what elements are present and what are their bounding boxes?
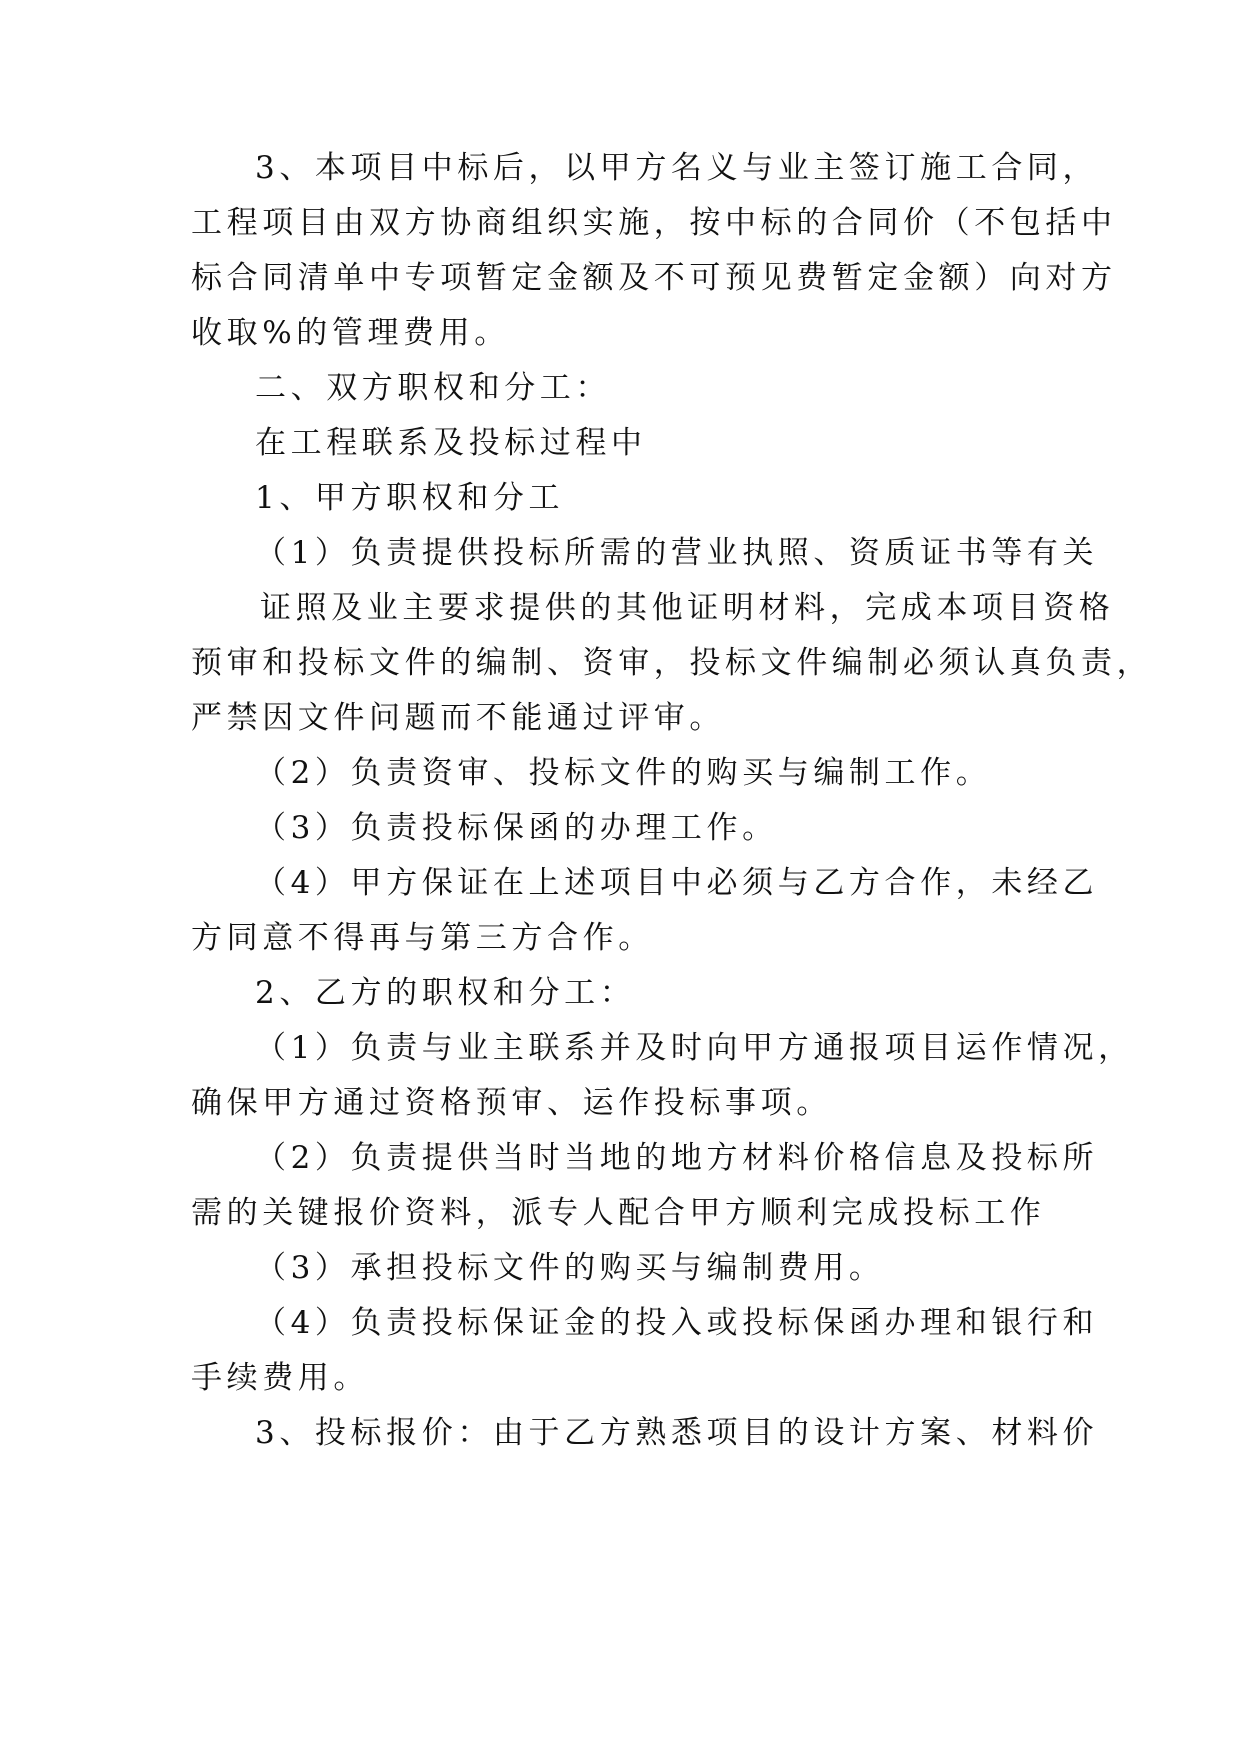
paragraph-line: 标合同清单中专项暂定金额及不可预见费暂定金额）向对方 — [191, 260, 1117, 296]
subsection-heading: 1、甲方职权和分工 — [255, 480, 565, 516]
paragraph-line: 需的关键报价资料，派专人配合甲方顺利完成投标工作 — [191, 1195, 1046, 1231]
subsection-heading: 2、乙方的职权和分工： — [255, 975, 636, 1011]
paragraph-line: （4）甲方保证在上述项目中必须与乙方合作，未经乙 — [255, 865, 1099, 901]
paragraph-line: 3、投标报价：由于乙方熟悉项目的设计方案、材料价 — [255, 1415, 1099, 1451]
paragraph-line: 严禁因文件问题而不能通过评审。 — [191, 700, 725, 736]
paragraph-line: 证照及业主要求提供的其他证明材料，完成本项目资格 — [260, 590, 1115, 626]
paragraph-line: （3）负责投标保函的办理工作。 — [255, 810, 778, 846]
paragraph-line: 手续费用。 — [191, 1360, 369, 1396]
paragraph-line: （1）负责与业主联系并及时向甲方通报项目运作情况， — [255, 1030, 1134, 1066]
paragraph-line: （4）负责投标保证金的投入或投标保函办理和银行和 — [255, 1305, 1099, 1341]
paragraph-line: 在工程联系及投标过程中 — [255, 425, 647, 461]
paragraph-line: （3）承担投标文件的购买与编制费用。 — [255, 1250, 885, 1286]
paragraph-line: 预审和投标文件的编制、资审，投标文件编制必须认真负责， — [191, 645, 1153, 681]
paragraph-line: （2）负责资审、投标文件的购买与编制工作。 — [255, 755, 992, 791]
paragraph-line: 工程项目由双方协商组织实施，按中标的合同价（不包括中 — [191, 205, 1117, 241]
paragraph-line: （1）负责提供投标所需的营业执照、资质证书等有关 — [255, 535, 1099, 571]
section-heading: 二、双方职权和分工： — [255, 370, 611, 406]
paragraph-line: 3、本项目中标后，以甲方名义与业主签订施工合同， — [255, 150, 1099, 186]
paragraph-line: 方同意不得再与第三方合作。 — [191, 920, 654, 956]
paragraph-line: （2）负责提供当时当地的地方材料价格信息及投标所 — [255, 1140, 1099, 1176]
paragraph-line: 收取%的管理费用。 — [191, 315, 510, 351]
paragraph-line: 确保甲方通过资格预审、运作投标事项。 — [191, 1085, 832, 1121]
